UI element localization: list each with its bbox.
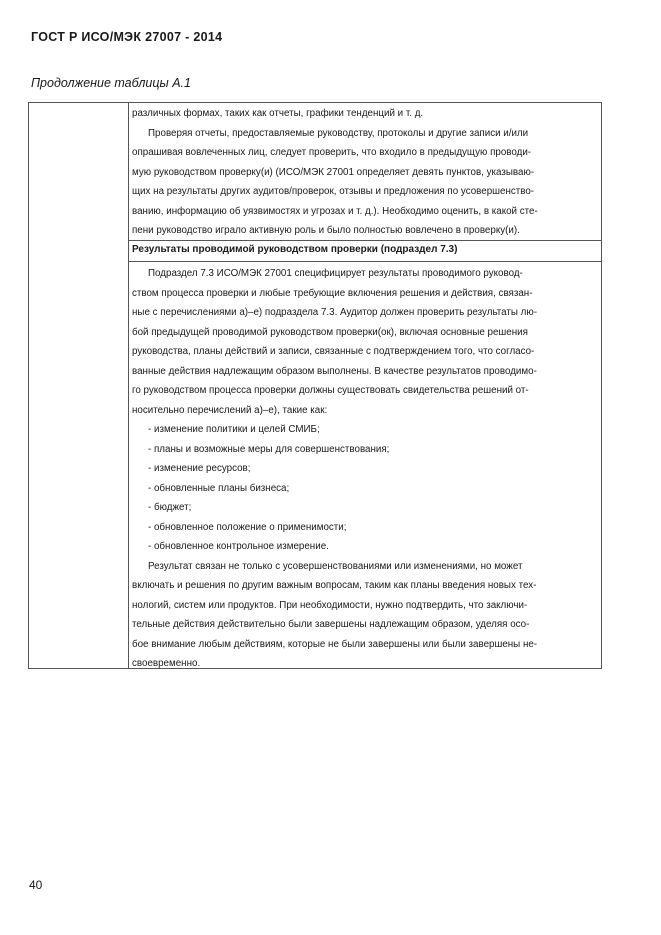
page-number: 40 — [29, 878, 43, 892]
text-line: щих на результаты других аудитов/проверок, отзывы и предложения по усовершенство- — [132, 186, 535, 197]
text-line: включать и решения по другим важным вопросам, таким как планы введения новых тех- — [132, 580, 537, 591]
section-heading: Результаты проводимой руководством проверки (подраздел 7.3) — [132, 244, 458, 255]
text-line: ные с перечислениями а)–е) подраздела 7.3. Аудитор должен проверить результаты лю- — [132, 307, 537, 318]
list-item: - обновленное положение о применимости; — [148, 521, 347, 533]
text-line: руководства, планы действий и записи, связанные с подтверждением того, что согласо- — [132, 346, 535, 357]
list-item: - изменение политики и целей СМИБ; — [148, 424, 320, 435]
text-line: бой предыдущей проводимой руководством проверки(ок), включая основные решения — [132, 326, 528, 338]
list-item: - изменение ресурсов; — [148, 463, 251, 474]
list-item: - бюджет; — [148, 502, 192, 513]
text-line: пени руководство играло активную роль и было полностью вовлечено в проверку(и). — [132, 225, 520, 236]
text-line: бое внимание любым действиям, которые не были завершены или были завершены не- — [132, 638, 538, 650]
text-line: го руководством процесса проверки должны существовать свидетельства решений от- — [132, 385, 529, 396]
list-item: - планы и возможные меры для совершенствования; — [148, 443, 390, 455]
document-header: ГОСТ Р ИСО/МЭК 27007 - 2014 — [31, 30, 223, 44]
text-line: нологий, систем или продуктов. При необходимости, нужно подтвердить, что заключи- — [132, 599, 528, 611]
row-divider — [128, 261, 601, 262]
table-caption: Продолжение таблицы А.1 — [31, 76, 191, 90]
text-line: Подраздел 7.3 ИСО/МЭК 27001 специфицирует результаты проводимого руковод- — [148, 268, 523, 279]
column-divider — [128, 103, 129, 668]
text-line: своевременно. — [132, 658, 201, 669]
text-line: тельные действия действительно были завершены надлежащим образом, уделяя осо- — [132, 619, 530, 630]
table-cell-block1 — [132, 104, 597, 241]
text-line: носительно перечислений а)–е), такие как: — [132, 404, 328, 416]
table-a1-continuation — [28, 102, 602, 669]
text-line: опрашивая вовлеченных лиц, следует проверить, что входило в предыдущую проводи- — [132, 147, 532, 158]
text-line: ством процесса проверки и любые требующие включения решения и действия, связан- — [132, 287, 533, 299]
list-item: - обновленное контрольное измерение. — [148, 541, 329, 552]
text-line: ванные действия надлежащим образом выполнены. В качестве результатов проводимо- — [132, 365, 537, 377]
table-cell-block2 — [132, 264, 597, 674]
text-line: Результат связан не только с усовершенствованиями или изменениями, но может — [148, 560, 523, 572]
list-item: - обновленные планы бизнеса; — [148, 482, 290, 494]
text-line: ванию, информацию об уязвимостях и угрозах и т. д.). Необходимо оценить, в какой сте- — [132, 205, 538, 217]
text-line: Проверяя отчеты, предоставляемые руководству, протоколы и другие записи и/или — [148, 127, 529, 139]
text-line: различных формах, таких как отчеты, графики тенденций и т. д. — [132, 108, 424, 119]
text-line: мую руководством проверку(и) (ИСО/МЭК 27001 определяет девять пунктов, указываю- — [132, 166, 535, 178]
